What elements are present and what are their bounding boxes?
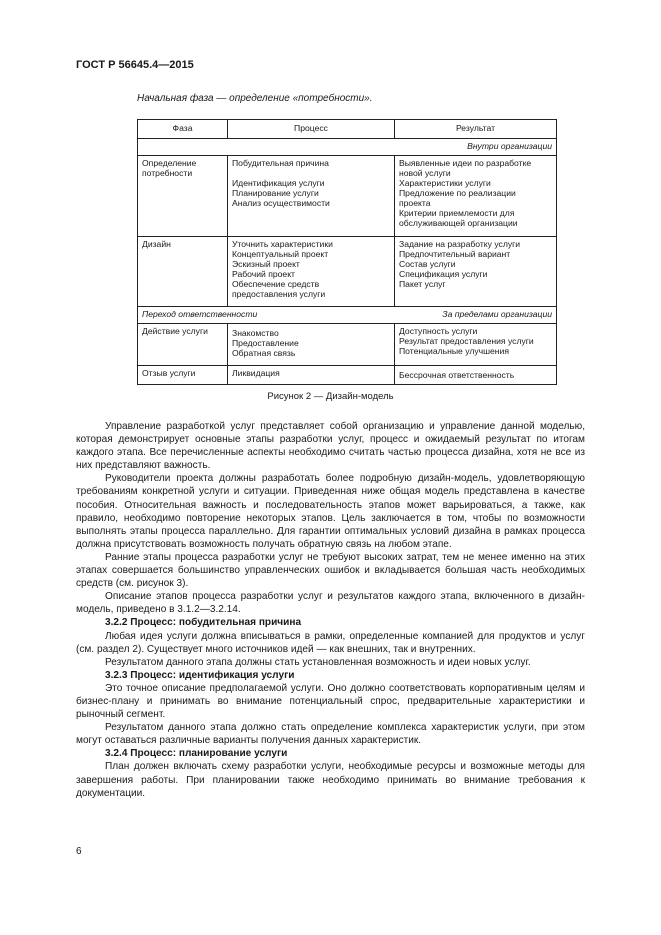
process-item: Обратная связь [232, 348, 296, 358]
paragraph: Любая идея услуги должна вписываться в рамки, определенные компанией для продуктов и услуг (см. раздел 2). Существует много источников идей — как внешних, так и внутренних. [76, 630, 585, 655]
transition-cell [138, 307, 557, 324]
phase-cell: Определение потребности [138, 156, 228, 237]
section-heading-3-2-4: 3.2.4 Процесс: планирование услуги [105, 748, 288, 760]
document-header: ГОСТ Р 56645.4—2015 [76, 59, 194, 71]
paragraph: Ранние этапы процесса разработки услуг не требуют высоких затрат, тем не менее именно на этих этапах совершается большинство управленческих ошибок и вкладывается большая часть необходимых средств (см. рисунок 3). [76, 551, 585, 590]
inside-organization-row [138, 139, 557, 156]
process-item: Рабочий проект [232, 269, 295, 279]
process-item: Ликвидация [232, 368, 280, 378]
process-item: Уточнить характеристики [232, 239, 333, 249]
transition-row [138, 307, 557, 324]
result-item: Потенциальные улучшения [399, 346, 509, 356]
result-item: Состав услуги [399, 259, 456, 269]
figure-caption: Рисунок 2 — Дизайн-модель [267, 391, 394, 402]
process-cell [228, 237, 395, 307]
result-item: Результат предоставления услуги [399, 336, 534, 346]
table-caption: Начальная фаза — определение «потребности». [137, 93, 373, 104]
process-cell [228, 324, 395, 366]
result-item: Доступность услуги [399, 326, 478, 336]
result-item: Характеристики услуги [399, 178, 491, 188]
result-item: Критерии приемлемости для [399, 208, 515, 218]
phase-cell: Действие услуги [138, 324, 228, 366]
process-item: Эскизный проект [232, 259, 300, 269]
result-item: проекта [399, 198, 431, 208]
process-item: Предоставление [232, 338, 299, 348]
page-number: 6 [76, 846, 82, 857]
result-item: Бессрочная ответственность [399, 370, 515, 380]
paragraph: Это точное описание предполагаемой услуги. Оно должно соответствовать корпоративным целям и бизнес-плану и принимать во внимание потенциальный спрос, предварительные характеристики и рыночный сегмент. [76, 682, 585, 721]
process-item: Идентификация услуги [232, 178, 325, 188]
table-row [138, 324, 557, 366]
phase-cell: Отзыв услуги [138, 366, 228, 385]
paragraph: План должен включать схему разработки услуги, необходимые ресурсы и возможные методы для завершения работы. При планировании также необходимо принимать во внимание требования к документации. [76, 761, 585, 799]
process-item: Знакомство [232, 328, 279, 338]
column-header-phase: Фаза [138, 120, 228, 139]
result-item: Предпочтительный вариант [399, 249, 511, 259]
process-cell [228, 366, 395, 385]
section-heading-3-2-3: 3.2.3 Процесс: идентификация услуги [105, 669, 295, 681]
result-item: Пакет услуг [399, 279, 446, 289]
result-item: Выявленные идеи по разработке [399, 158, 532, 168]
result-cell [395, 237, 557, 307]
paragraph: Описание этапов процесса разработки услуг и результатов каждого этапа, включенного в дизайн-модель, приведено в 3.1.2—3.2.14. [76, 591, 585, 616]
process-item: предоставления услуги [232, 289, 326, 299]
section-heading-3-2-2: 3.2.2 Процесс: побудительная причина [105, 617, 302, 629]
process-item: Побудительная причина [232, 158, 329, 168]
result-cell [395, 324, 557, 366]
inside-organization-label: Внутри организации [138, 139, 557, 156]
paragraph: Управление разработкой услуг представляет собой организацию и управление данной моделью, которая демонстрирует основные этапы разработки услуг, процесс и ожидаемый результат по итогам каждого этапа. Все перечисленные аспекты необходимо считать частью процесса дизайна, хотя не все из них представляют важность. [76, 421, 585, 472]
transition-right-label: За пределами организации [442, 309, 552, 319]
result-item: Спецификация услуги [399, 269, 488, 279]
process-item: Концептуальный проект [232, 249, 329, 259]
paragraph: Руководители проекта должны разработать более подробную дизайн-модель, удовлетворяющую требованиям конкретной услуги и ситуации. Приведенная ниже общая модель представлена в качестве пособия. Относительная важность и последовательность этапов может варьироваться, а также, как правило, необходимо повторение некоторых этапов. Цель заключается в том, чтобы по возможности выполнять этапы процесса параллельно. Для гарантии оптимальных условий дизайна в рамках процесса должна присутствовать возможность получать обратную связь на любом этапе. [76, 473, 585, 550]
result-item: Предложение по реализации [399, 188, 516, 198]
process-item: Анализ осуществимости [232, 198, 330, 208]
column-header-result: Результат [395, 120, 557, 139]
process-cell [228, 156, 395, 237]
process-item: Планирование услуги [232, 188, 319, 198]
result-item: обслуживающей организации [399, 218, 518, 228]
design-model-table [137, 119, 557, 385]
table-row [138, 156, 557, 237]
table-header-row [138, 120, 557, 139]
result-cell [395, 366, 557, 385]
phase-cell: Дизайн [138, 237, 228, 307]
table-row [138, 366, 557, 385]
column-header-process: Процесс [228, 120, 395, 139]
transition-left-label: Переход ответственности [142, 309, 258, 319]
paragraph: Результатом данного этапа должно стать определение комплекса характеристик услуги, при этом могут оставаться различные варианты получения данных характеристик. [76, 722, 585, 747]
table-row [138, 237, 557, 307]
paragraph: Результатом данного этапа должны стать установленная возможность и идеи новых услуг. [105, 656, 531, 668]
result-item: новой услуги [399, 168, 451, 178]
result-cell [395, 156, 557, 237]
body-text [76, 420, 585, 800]
process-item: Обеспечение средств [232, 279, 320, 289]
result-item: Задание на разработку услуги [399, 239, 521, 249]
